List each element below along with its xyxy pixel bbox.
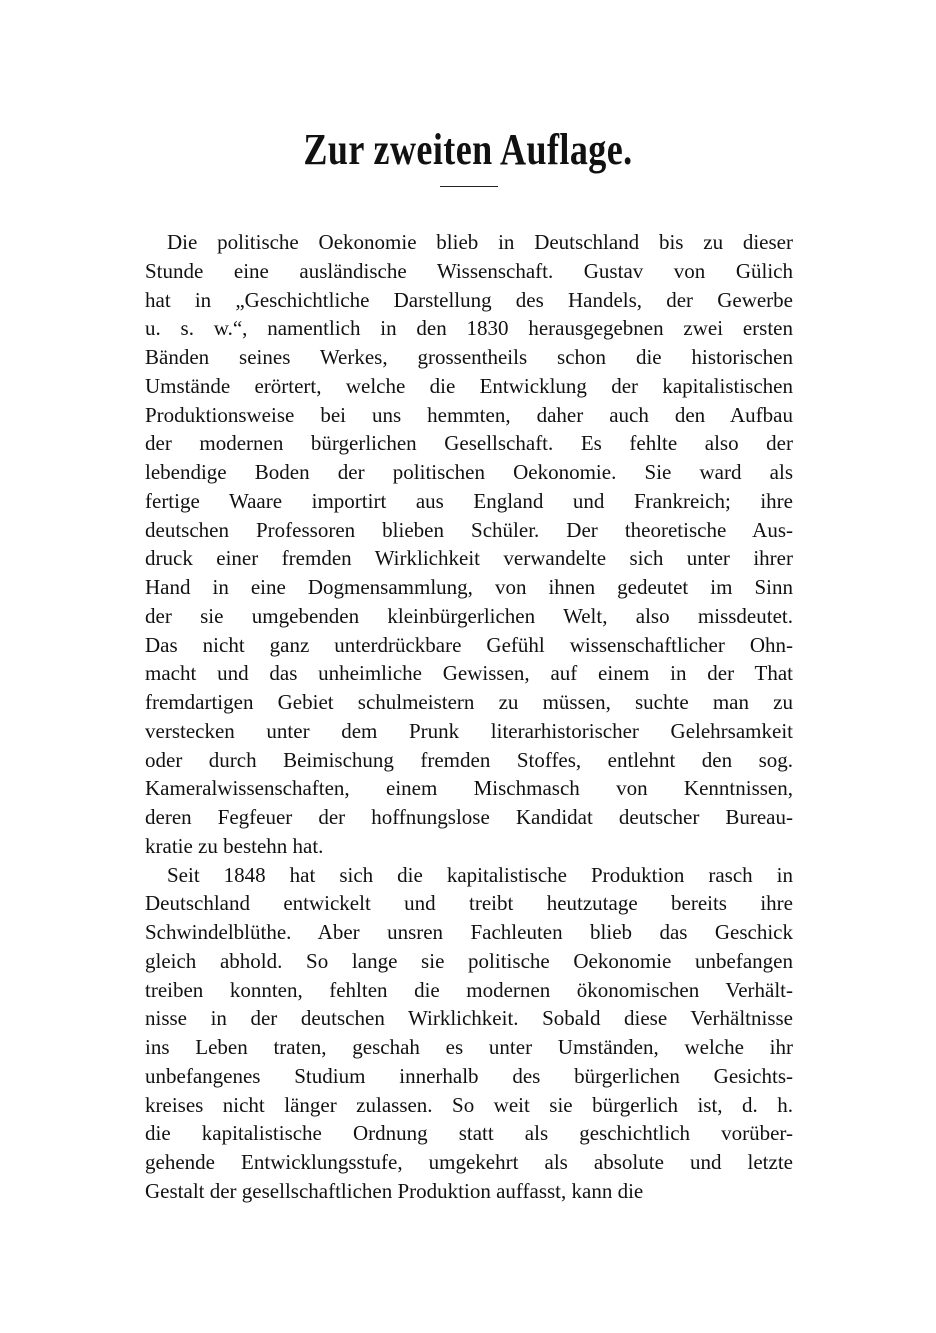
text-line: kreises nicht länger zulassen. So weit sie bürgerlich ist, d. h. xyxy=(145,1092,793,1117)
text-line: deren Fegfeuer der hoffnungslose Kandidat deutscher Bureau- xyxy=(145,805,793,829)
paragraph xyxy=(145,861,793,1206)
text-line: Umstände erörtert, welche die Entwicklung der kapitalistischen xyxy=(145,373,793,398)
text-line: oder durch Beimischung fremden Stoffes, entlehnt den sog. xyxy=(145,747,793,772)
text-line: macht und das unheimliche Gewissen, auf einem in der That xyxy=(145,661,793,686)
text-line: kratie zu bestehn hat. xyxy=(145,833,324,858)
text-line: fremdartigen Gebiet schulmeistern zu müssen, suchte man zu xyxy=(145,690,793,714)
title-divider xyxy=(440,186,498,187)
text-line: deutschen Professoren blieben Schüler. Der theoretische Aus- xyxy=(145,517,793,542)
text-line: gehende Entwicklungsstufe, umgekehrt als absolute und letzte xyxy=(145,1150,793,1174)
text-line: Kameralwissenschaften, einem Mischmasch von Kenntnissen, xyxy=(145,776,793,801)
text-line: unbefangenes Studium innerhalb des bürgerlichen Gesichts- xyxy=(145,1063,793,1088)
text-line: gleich abhold. So lange sie politische Oekonomie unbefangen xyxy=(145,948,793,973)
text-line: Produktionsweise bei uns hemmten, daher auch den Aufbau xyxy=(145,402,793,427)
text-line: der modernen bürgerlichen Gesellschaft. Es fehlte also der xyxy=(145,431,793,456)
body-text xyxy=(145,228,793,1206)
text-line: die kapitalistische Ordnung statt als geschichtlich vorüber- xyxy=(145,1121,793,1146)
text-line: u. s. w.“, namentlich in den 1830 herausgegebnen zwei ersten xyxy=(145,316,793,341)
text-line: Hand in eine Dogmensammlung, von ihnen gedeutet im Sinn xyxy=(145,575,793,599)
text-line: der sie umgebenden kleinbürgerlichen Welt, also missdeutet. xyxy=(145,603,793,628)
text-line: hat in „Geschichtliche Darstellung des Handels, der Gewerbe xyxy=(145,287,793,312)
text-line: druck einer fremden Wirklichkeit verwandelte sich unter ihrer xyxy=(145,546,793,571)
text-line: Bänden seines Werkes, grossentheils schon die historischen xyxy=(145,345,793,369)
text-line: nisse in der deutschen Wirklichkeit. Sobald diese Verhältnisse xyxy=(145,1006,793,1031)
text-line: fertige Waare importirt aus England und Frankreich; ihre xyxy=(145,488,793,513)
text-line: Seit 1848 hat sich die kapitalistische Produktion rasch in xyxy=(167,862,793,887)
text-line: Schwindelblüthe. Aber unsren Fachleuten blieb das Geschick xyxy=(145,920,793,944)
text-line: Das nicht ganz unterdrückbare Gefühl wissenschaftlicher Ohn- xyxy=(145,632,793,657)
text-line: lebendige Boden der politischen Oekonomie. Sie ward als xyxy=(145,460,793,484)
text-line: Gestalt der gesellschaftlichen Produktion auffasst, kann die xyxy=(145,1178,644,1203)
page-title: Zur zweiten Auflage. xyxy=(303,125,633,174)
text-line: Die politische Oekonomie blieb in Deutschland bis zu dieser xyxy=(167,230,793,254)
paragraph xyxy=(145,228,793,861)
text-line: verstecken unter dem Prunk literarhistorischer Gelehrsamkeit xyxy=(145,718,793,743)
text-line: ins Leben traten, geschah es unter Umständen, welche ihr xyxy=(145,1035,793,1059)
text-line: Deutschland entwickelt und treibt heutzutage bereits ihre xyxy=(145,891,793,916)
text-line: treiben konnten, fehlten die modernen ökonomischen Verhält- xyxy=(145,977,793,1002)
text-line: Stunde eine ausländische Wissenschaft. Gustav von Gülich xyxy=(145,258,793,283)
